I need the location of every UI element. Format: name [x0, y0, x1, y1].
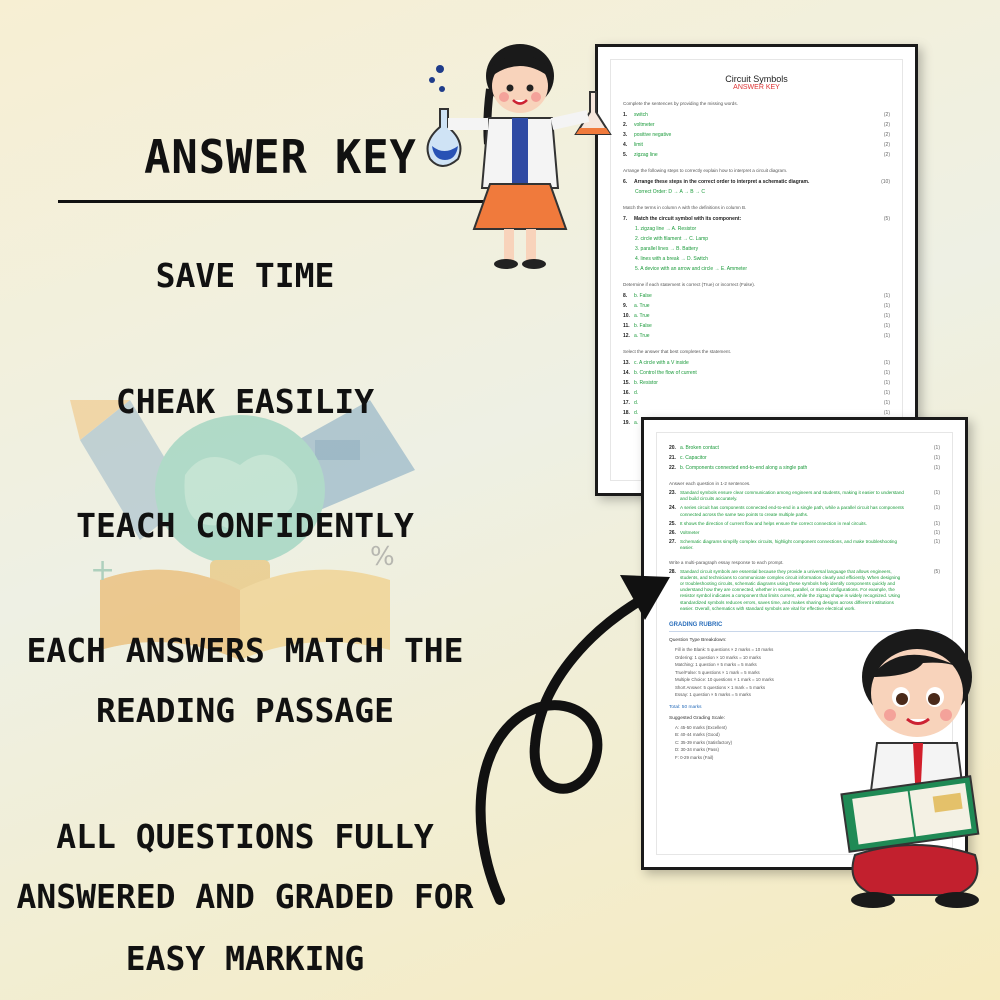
answer-row: [623, 120, 890, 130]
mark-value: (1): [933, 455, 940, 461]
question-number: 8.: [623, 293, 628, 299]
ordering-answer: Correct Order: D → A → B → C: [635, 189, 706, 195]
question-number: 26.: [669, 530, 676, 537]
question-number: 2.: [623, 122, 628, 128]
question-number: 20.: [669, 445, 676, 451]
question-number: 19.: [623, 420, 630, 426]
question-number: 27.: [669, 539, 676, 546]
question-number: 3.: [623, 132, 628, 138]
question-number: 24.: [669, 505, 676, 512]
boy-reading-illustration: [835, 615, 995, 915]
matching-answer: 5. A device with an arrow and circle → E. Ammeter: [635, 266, 747, 272]
mark-value: (1): [883, 380, 890, 386]
instruction-short-answer: Answer each question in 1-2 sentences.: [669, 481, 751, 486]
bullet-answers-match-line2: READING PASSAGE: [95, 691, 394, 730]
rubric-item: Ordering: 1 question × 10 marks = 10 marks: [675, 654, 761, 660]
mark-value: (2): [883, 132, 890, 138]
question-number: 18.: [623, 410, 630, 416]
question-number: 10.: [623, 313, 630, 319]
answer-text: d.: [634, 400, 639, 406]
matching-answers: [611, 224, 902, 274]
rubric-breakdown-heading: Question Type Breakdown:: [669, 638, 727, 644]
question-number: 11.: [623, 323, 630, 329]
mark-value: (1): [883, 390, 890, 396]
instruction-fill-blank: Complete the sentences by providing the missing words.: [623, 101, 738, 106]
answer-row: [623, 130, 890, 140]
mark-value: (1): [933, 539, 940, 546]
answer-text: b. Resistor: [634, 380, 658, 386]
svg-text:%: %: [370, 542, 395, 572]
short-answer-row: [669, 505, 940, 517]
answer-text: a.: [634, 420, 639, 426]
short-answer-row: [669, 530, 940, 536]
instruction-essay: Write a multi-paragraph essay response to each prompt.: [669, 559, 784, 565]
rubric-item: Multiple Choice: 10 questions × 1 mark = 10 marks: [675, 677, 774, 683]
question-28: 28. Standard circuit symbols are essential because they provide a universal language that allows engineers, students, and technicians to communicate complex circuit information clearly and efficiently. When designing or troubleshooting circuits, schematic diagrams using these symbols help identify components quickly and understand how they are connected, whether in series, parallel, or mixed configurations. For example, the resistor symbol indicates a component that limits current, while the zigzag shape is widely recognized. Using standardized symbols reduces errors, saves time, and makes sharing designs across different institutions easier. Overall, schematics with standard symbols are vital for effective electrical work. (5): [669, 568, 940, 611]
answer-text: b. Control the flow of current: [634, 370, 697, 376]
answer-text: a. Broken contact: [680, 445, 719, 451]
question-number: 21.: [669, 455, 676, 461]
mark-value: (2): [883, 152, 890, 158]
short-answers: [657, 490, 952, 552]
question-number: 17.: [623, 400, 630, 406]
bullet-teach-confidently: TEACH CONFIDENTLY: [76, 506, 414, 545]
answer-text: a. True: [634, 333, 650, 339]
question-number: 1.: [623, 112, 628, 118]
bullet-fully-answered-line3: EASY MARKING: [125, 939, 365, 978]
bullet-fully-answered-line2: ANSWERED AND GRADED FOR: [16, 877, 474, 916]
question-number: 25.: [669, 520, 676, 527]
grading-scale-item: F: 0-29 marks (Fail): [675, 754, 714, 760]
question-number: 13.: [623, 360, 630, 366]
answer-text: c. A circle with a V inside: [634, 360, 689, 366]
answer-row: [669, 463, 940, 473]
mark-value: (1): [883, 360, 890, 366]
answer-row: [623, 301, 890, 311]
answer-text: b. Components connected end-to-end along a single path: [680, 465, 808, 471]
instruction-true-false: Determine if each statement is correct (True) or incorrect (False).: [623, 282, 756, 287]
girl-scientist-illustration: [420, 34, 620, 274]
mark-value: (1): [883, 313, 890, 319]
answer-text: Standard symbols ensure clear communication among engineers and students, making it easier to understand and build circuits accurately.: [680, 490, 904, 502]
question-number: 16.: [623, 390, 630, 396]
answer-text: c. Capacitor: [680, 455, 707, 461]
mark-value: (2): [883, 142, 890, 148]
answer-text: positive negative: [634, 132, 672, 138]
rubric-item: Fill in the Blank: 5 questions × 2 marks = 10 marks: [675, 647, 774, 653]
question-number: 15.: [623, 380, 630, 386]
answer-key-heading: ANSWER KEY: [143, 130, 417, 184]
answer-text: d.: [634, 410, 639, 416]
short-answer-row: [669, 539, 940, 551]
grading-scale-item: B: 40-44 marks (Good): [675, 732, 720, 738]
answer-row: [623, 110, 890, 120]
worksheet-subtitle: ANSWER KEY: [733, 84, 780, 91]
svg-text:+: +: [90, 553, 116, 588]
answer-text: Voltmeter: [680, 530, 700, 536]
answer-text: Schematic diagrams simplify complex circuits, highlight component connections, and make troubleshooting easier.: [680, 539, 898, 551]
matching-answer: 3. parallel lines → B. Battery: [635, 246, 699, 252]
mark-value: (1): [933, 530, 940, 537]
mark-value: (1): [933, 490, 940, 496]
question-number: 5.: [623, 152, 628, 158]
question-number: 12.: [623, 333, 630, 339]
mark-value: (1): [933, 445, 940, 451]
answer-row: [623, 331, 890, 341]
answer-text: a. True: [634, 303, 650, 309]
grading-rubric-title: GRADING RUBRIC: [669, 622, 940, 632]
instruction-ordering: Arrange the following steps to correctly explain how to interpret a circuit diagram.: [623, 168, 788, 173]
curved-arrow-icon: [455, 555, 675, 915]
essay-answer: Standard circuit symbols are essential because they provide a universal language that allows engineers, students, and technicians to communicate complex circuit information clearly and efficiently. When designing or troubleshooting circuits, schematic diagrams using these symbols help identify components quickly and understand how they are connected, whether in series, parallel, or mixed configurations. For example, the resistor symbol indicates a component that limits current, while the zigzag shape is widely recognized. Using standardized symbols reduces errors, saves time, and makes sharing designs across different institutions easier. Overall, schematics with standard symbols are vital for effective electrical work.: [680, 568, 901, 611]
mark-value: (1): [933, 520, 940, 527]
rubric-total: Total: 50 marks: [669, 704, 702, 710]
mark-value: (1): [883, 303, 890, 309]
grading-scale-item: D: 30-34 marks (Pass): [675, 747, 719, 753]
answer-text: d.: [634, 390, 639, 396]
mark-value: (1): [883, 293, 890, 299]
answer-row: [623, 321, 890, 331]
question-number: 9.: [623, 303, 628, 309]
answer-row: [623, 398, 890, 408]
rubric-item: Short Answer: 5 questions × 1 mark = 5 marks: [675, 684, 766, 690]
instruction-matching: Match the terms in column A with the definitions in column B.: [623, 205, 747, 210]
answer-row: [623, 150, 890, 160]
answer-row: [623, 378, 890, 388]
short-answer-row: [669, 521, 940, 527]
mark-value: (1): [883, 400, 890, 406]
answer-row: [623, 311, 890, 321]
bullet-check-easily: CHEAK EASILIY: [115, 382, 375, 421]
mark-value: (1): [883, 333, 890, 339]
question-number: 4.: [623, 142, 628, 148]
answer-row: [623, 368, 890, 378]
rubric-item: Matching: 1 question × 5 marks = 5 marks: [675, 662, 757, 668]
mark-value: (1): [933, 505, 940, 512]
answer-text: It shows the direction of current flow and helps ensure the correct connection in real circuits.: [680, 520, 867, 526]
bullet-answers-match-line1: EACH ANSWERS MATCH THE: [26, 631, 464, 670]
question-number: 14.: [623, 370, 630, 376]
fill-blank-answers: [611, 110, 902, 160]
bullet-save-time: SAVE TIME: [155, 256, 335, 295]
instruction-multiple-choice: Select the answer that best completes the statement.: [623, 349, 732, 354]
mark-value: (1): [933, 465, 940, 471]
answer-row: [623, 291, 890, 301]
mark-value: (1): [883, 323, 890, 329]
answer-row: [623, 358, 890, 368]
answer-text: switch: [634, 112, 648, 118]
mark-value: (2): [883, 122, 890, 128]
mark-value: (2): [883, 112, 890, 118]
answer-text: A series circuit has components connected end-to-end in a single path, while a parallel circuit has components connected across the same two points to create multiple paths.: [680, 505, 904, 517]
rubric-item: Essay: 1 question × 5 marks = 5 marks: [675, 692, 751, 698]
true-false-answers: [611, 291, 902, 341]
answer-text: b. False: [634, 323, 652, 329]
rubric-item: True/False: 5 questions × 1 mark = 5 marks: [675, 669, 760, 675]
answer-text: limit: [634, 142, 643, 148]
short-answer-row: [669, 490, 940, 502]
bullet-fully-answered-line1: ALL QUESTIONS FULLY: [56, 817, 434, 856]
answer-row: [623, 388, 890, 398]
question-6: 6. Arrange these steps in the correct order to interpret a schematic diagram. (10): [623, 179, 890, 185]
answer-text: voltmeter: [634, 122, 655, 128]
question-7: 7. Match the circuit symbol with its component: (5): [623, 216, 890, 222]
answer-row: [669, 443, 940, 453]
answer-row: [669, 453, 940, 463]
grading-scale-item: A: 45-50 marks (Excellent): [675, 724, 727, 730]
question-number: 23.: [669, 490, 676, 496]
matching-answer: 2. circle with filament → C. Lamp: [635, 236, 709, 242]
answer-text: a. True: [634, 313, 650, 319]
worksheet-title: Circuit Symbols: [725, 74, 788, 84]
answer-row: [623, 140, 890, 150]
multiple-choice-answers-continued: [657, 443, 952, 473]
matching-answer: 1. zigzag line → A. Resistor: [635, 226, 697, 232]
answer-text: b. False: [634, 293, 652, 299]
mark-value: (1): [883, 410, 890, 416]
answer-text: zigzag line: [634, 152, 658, 158]
mark-value: (1): [883, 370, 890, 376]
grading-scale-heading: Suggested Grading Scale:: [669, 715, 726, 721]
grading-scale-item: C: 35-39 marks (Satisfactory): [675, 739, 733, 745]
question-number: 22.: [669, 465, 676, 471]
matching-answer: 4. lines with a break → D. Switch: [635, 256, 709, 262]
